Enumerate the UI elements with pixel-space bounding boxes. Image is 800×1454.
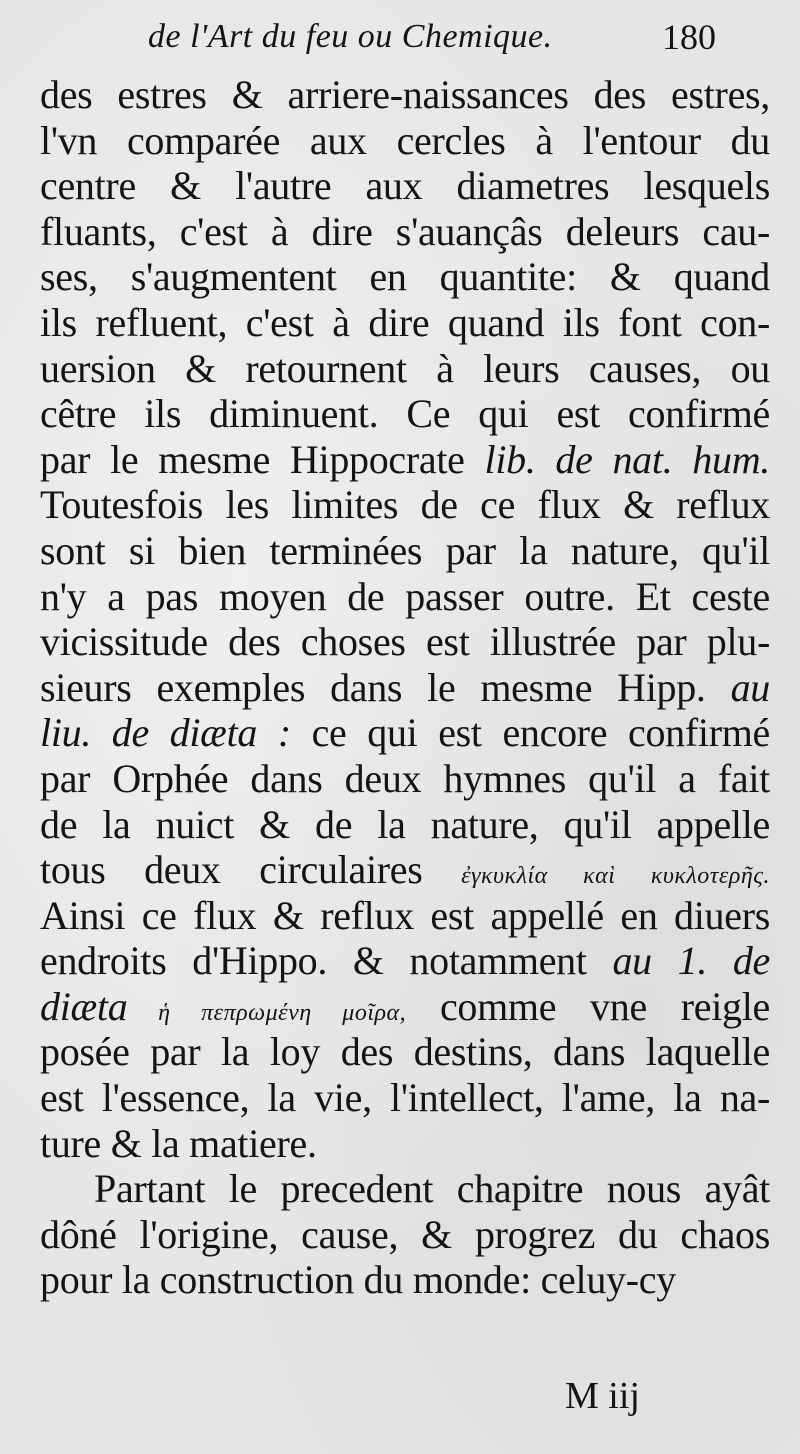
text-line: de la nuict & de la nature, qu'il appelle bbox=[40, 801, 770, 847]
page-number: 180 bbox=[662, 17, 716, 57]
text-segment: endroits d'Hippo. & notamment bbox=[40, 938, 613, 984]
text-line: ture & la matiere. bbox=[40, 1120, 317, 1166]
italic-text: au bbox=[730, 664, 770, 710]
text-line: ses, s'augmentent en quantite: & quand bbox=[40, 254, 770, 300]
italic-text: liu. de diæta : bbox=[40, 710, 291, 756]
text-line: Toutesfois les limites de ce flux & reflux bbox=[40, 482, 770, 528]
text-line: pour la construction du monde: celuy-cy bbox=[40, 1257, 676, 1303]
text-line: est l'essence, la vie, l'intellect, l'ame, la na- bbox=[40, 1075, 770, 1121]
text-line: Partant le precedent chapitre nous ayât bbox=[94, 1166, 770, 1212]
text-line: n'y a pas moyen de passer outre. Et ceste bbox=[40, 573, 770, 619]
text-line bbox=[40, 847, 770, 893]
running-head bbox=[0, 10, 800, 66]
text-line: sont si bien terminées par la nature, qu'il bbox=[40, 527, 770, 573]
text-segment: tous deux circulaires bbox=[40, 847, 462, 893]
text-line: Ainsi ce flux & reflux est appellé en diuers bbox=[40, 892, 770, 938]
text-line: l'vn comparée aux cercles à l'entour du bbox=[40, 117, 770, 163]
text-line: par Orphée dans deux hymnes qu'il a fait bbox=[40, 755, 770, 801]
text-line: fluants, c'est à dire s'auançâs deleurs cau- bbox=[40, 208, 770, 254]
text-line bbox=[40, 710, 770, 756]
text-segment: comme vne reigle bbox=[406, 983, 770, 1029]
text-line: des estres & arriere-naissances des estres, bbox=[40, 72, 770, 117]
text-line: dôné l'origine, cause, & progrez du chaos bbox=[40, 1211, 770, 1257]
body-text bbox=[40, 72, 770, 1303]
italic-text: lib. de nat. hum. bbox=[484, 436, 770, 482]
text-line: ils refluent, c'est à dire quand ils font con- bbox=[40, 299, 770, 345]
greek-text: ἡ πεπρωμένη μοῖρα, bbox=[127, 999, 407, 1026]
text-segment: ce qui est encore confirmé bbox=[290, 710, 770, 756]
running-title: de l'Art du feu ou Chemique. bbox=[148, 18, 553, 55]
text-segment: sieurs exemples dans le mesme Hipp. bbox=[40, 664, 731, 710]
text-line: cêtre ils diminuent. Ce qui est confirmé bbox=[40, 391, 770, 437]
italic-text: au 1. de bbox=[612, 938, 770, 984]
text-line: posée par la loy des destins, dans laquelle bbox=[40, 1029, 770, 1075]
greek-text: ἐγκυκλία καὶ κυκλοτερῆς. bbox=[461, 863, 770, 890]
italic-text: diæta bbox=[40, 983, 128, 1029]
text-line bbox=[40, 938, 770, 984]
text-line bbox=[40, 437, 770, 483]
text-line: centre & l'autre aux diametres lesquels bbox=[40, 163, 770, 209]
text-line bbox=[40, 984, 770, 1030]
text-segment: par le mesme Hippocrate bbox=[40, 436, 485, 482]
signature-mark: M iij bbox=[565, 1375, 640, 1417]
text-line bbox=[40, 665, 770, 711]
text-line: vicissitude des choses est illustrée par plu- bbox=[40, 619, 770, 665]
text-line: uersion & retournent à leurs causes, ou bbox=[40, 345, 770, 391]
